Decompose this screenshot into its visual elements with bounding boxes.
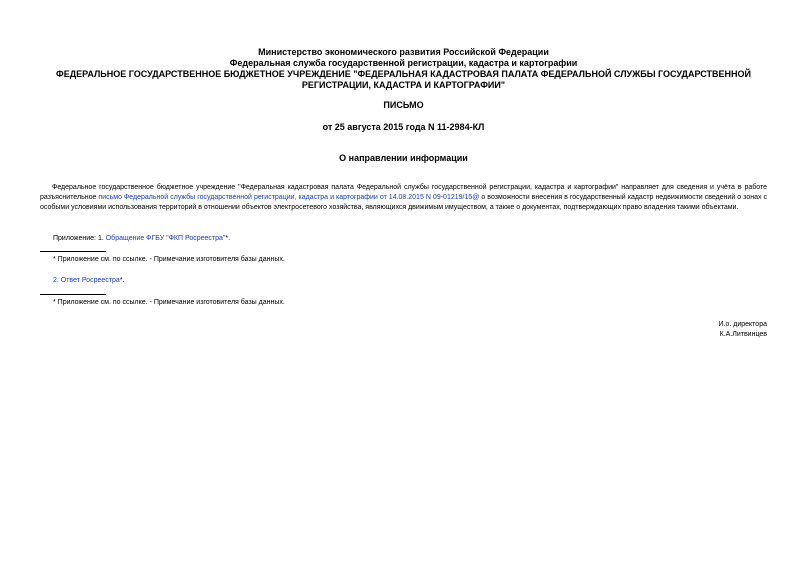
signatory-position: И.о. директора <box>718 321 767 328</box>
footnote-1: * Приложение см. по ссылке. - Примечание изготовителя базы данных. <box>53 256 285 263</box>
body-text-part1: Федеральное государственное бюджетное учреждение "Федеральная кадастровая палата Федеральной службы государственной регистрации, кадастра и картографии" направляет для сведения и учёта в работе разъяснительное <box>40 184 767 201</box>
document-date-number: от 25 августа 2015 года N 11-2984-КЛ <box>322 122 485 132</box>
body-paragraph <box>40 183 767 213</box>
document-subject: О направлении информации <box>339 153 468 163</box>
body-text-part2: о возможности внесения в государственный кадастр недвижимости сведений о зонах с особыми условиями использования территорий в отношении объектов электросетевого хозяйства, являющихся движимым имуществом, а также о документах, подтверждающих право владения такими объектами. <box>40 194 767 211</box>
rosreestr-letter-link[interactable]: письмо Федеральной службы государственной регистрации, кадастра и картографии от 14.08.2015 N 09-01219/15@ <box>98 194 480 201</box>
service-name: Федеральная служба государственной регистрации, кадастра и картографии <box>229 58 578 68</box>
attachment-1-suffix: *. <box>225 235 231 242</box>
document-type: ПИСЬМО <box>383 100 424 110</box>
footnote-2: * Приложение см. по ссылке. - Примечание изготовителя базы данных. <box>53 299 285 306</box>
ministry-name: Министерство экономического развития Российской Федерации <box>258 47 549 57</box>
document-header <box>40 47 767 91</box>
attachment-2-link[interactable]: 2. Ответ Росреестра <box>53 277 120 284</box>
institution-name: ФЕДЕРАЛЬНОЕ ГОСУДАРСТВЕННОЕ БЮДЖЕТНОЕ УЧРЕЖДЕНИЕ "ФЕДЕРАЛЬНАЯ КАДАСТРОВАЯ ПАЛАТА ФЕДЕРАЛЬНОЙ СЛУЖБЫ ГОСУДАРСТВЕННОЙ РЕГИСТРАЦИИ, КАДАСТРА И КАРТОГРАФИИ" <box>56 69 751 90</box>
footnote-divider-1 <box>40 251 106 252</box>
attachment-line-1 <box>53 234 230 244</box>
footnote-divider-2 <box>40 294 106 295</box>
attachment-line-2 <box>53 276 124 286</box>
signature-block <box>719 320 768 340</box>
attachment-prefix: Приложение: 1. <box>53 235 106 242</box>
signatory-name: К.А.Литвинцев <box>719 331 767 338</box>
attachment-2-suffix: *. <box>119 277 125 284</box>
attachment-1-link[interactable]: Обращение ФГБУ "ФКП Росреестра" <box>105 235 226 242</box>
